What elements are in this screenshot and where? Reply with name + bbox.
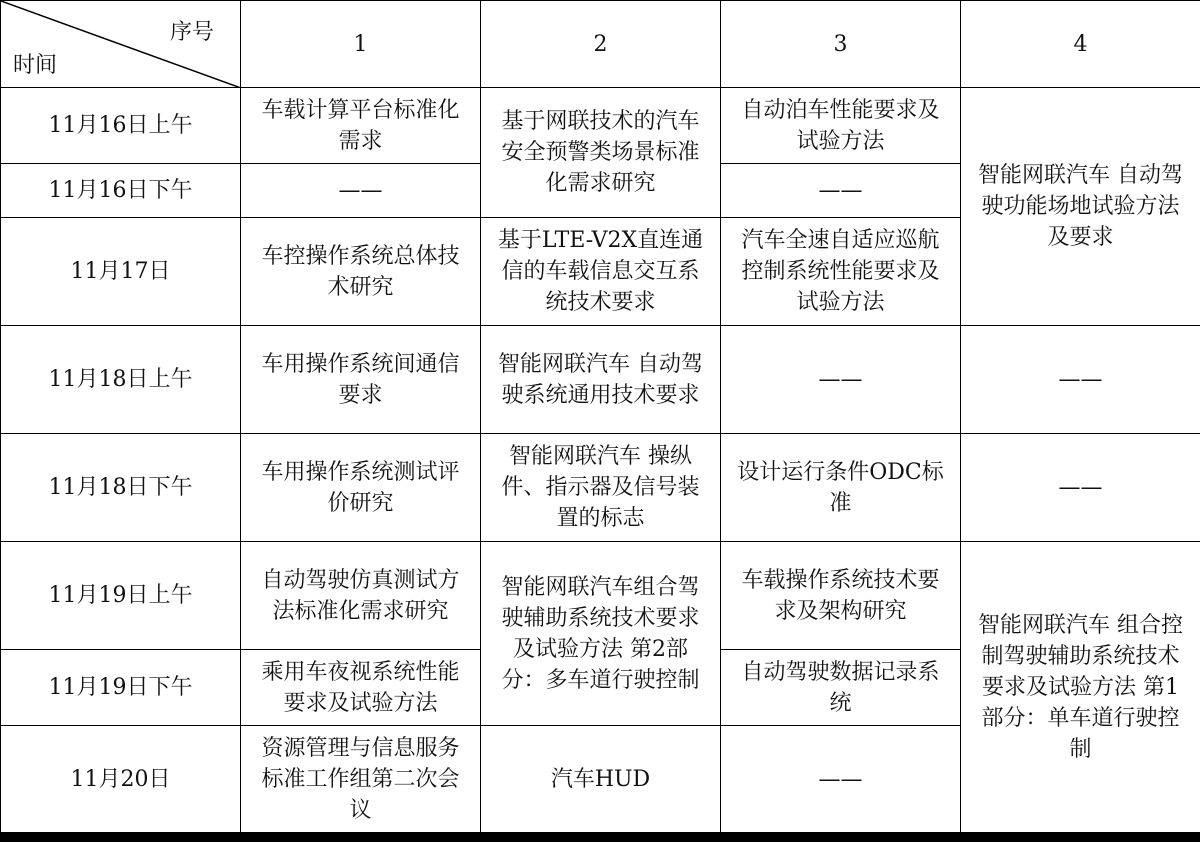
time-cell: 11月16日上午 xyxy=(1,88,241,164)
time-cell: 11月19日上午 xyxy=(1,542,241,650)
topic-cell: 智能网联汽车组合驾驶辅助系统技术要求及试验方法 第2部分：多车道行驶控制 xyxy=(481,542,721,726)
time-cell: 11月17日 xyxy=(1,218,241,326)
topic-cell: 智能网联汽车 自动驾驶系统通用技术要求 xyxy=(481,326,721,434)
topic-cell: 自动驾驶数据记录系统 xyxy=(721,650,961,726)
topic-cell: 智能网联汽车 自动驾驶功能场地试验方法及要求 xyxy=(961,88,1200,326)
time-cell: 11月19日下午 xyxy=(1,650,241,726)
topic-cell: 资源管理与信息服务标准工作组第二次会议 xyxy=(241,726,481,833)
column-header-1: 1 xyxy=(241,1,481,88)
table-row xyxy=(1,326,1200,434)
topic-cell: 设计运行条件ODC标准 xyxy=(721,434,961,542)
table-row xyxy=(1,88,1200,164)
topic-cell: 汽车全速自适应巡航控制系统性能要求及试验方法 xyxy=(721,218,961,326)
table-row xyxy=(1,542,1200,650)
topic-cell: 基于网联技术的汽车安全预警类场景标准化需求研究 xyxy=(481,88,721,218)
topic-cell: 乘用车夜视系统性能要求及试验方法 xyxy=(241,650,481,726)
topic-cell: 车控操作系统总体技术研究 xyxy=(241,218,481,326)
empty-dash-cell: —— xyxy=(241,164,481,218)
topic-cell: 车用操作系统间通信要求 xyxy=(241,326,481,434)
corner-header-cell xyxy=(1,1,241,88)
time-cell: 11月20日 xyxy=(1,726,241,833)
time-cell: 11月16日下午 xyxy=(1,164,241,218)
empty-dash-cell: —— xyxy=(721,164,961,218)
column-header-4: 4 xyxy=(961,1,1200,88)
column-header-3: 3 xyxy=(721,1,961,88)
empty-dash-cell: —— xyxy=(961,434,1200,542)
corner-label-sequence: 序号 xyxy=(169,20,214,45)
time-cell: 11月18日下午 xyxy=(1,434,241,542)
empty-dash-cell: —— xyxy=(721,726,961,833)
topic-cell: 智能网联汽车 组合控制驾驶辅助系统技术要求及试验方法 第1部分：单车道行驶控制 xyxy=(961,542,1200,833)
time-cell: 11月18日上午 xyxy=(1,326,241,434)
bottom-border-bar xyxy=(0,832,1200,842)
topic-cell: 自动驾驶仿真测试方法标准化需求研究 xyxy=(241,542,481,650)
column-header-2: 2 xyxy=(481,1,721,88)
empty-dash-cell: —— xyxy=(721,326,961,434)
topic-cell: 车载计算平台标准化需求 xyxy=(241,88,481,164)
table-row xyxy=(1,434,1200,542)
topic-cell: 车载操作系统技术要求及架构研究 xyxy=(721,542,961,650)
empty-dash-cell: —— xyxy=(961,326,1200,434)
topic-cell: 自动泊车性能要求及试验方法 xyxy=(721,88,961,164)
topic-cell: 基于LTE-V2X直连通信的车载信息交互系统技术要求 xyxy=(481,218,721,326)
header-row xyxy=(1,1,1200,88)
corner-label-time: 时间 xyxy=(13,53,58,78)
topic-cell: 汽车HUD xyxy=(481,726,721,833)
topic-cell: 智能网联汽车 操纵件、指示器及信号装置的标志 xyxy=(481,434,721,542)
topic-cell: 车用操作系统测试评价研究 xyxy=(241,434,481,542)
